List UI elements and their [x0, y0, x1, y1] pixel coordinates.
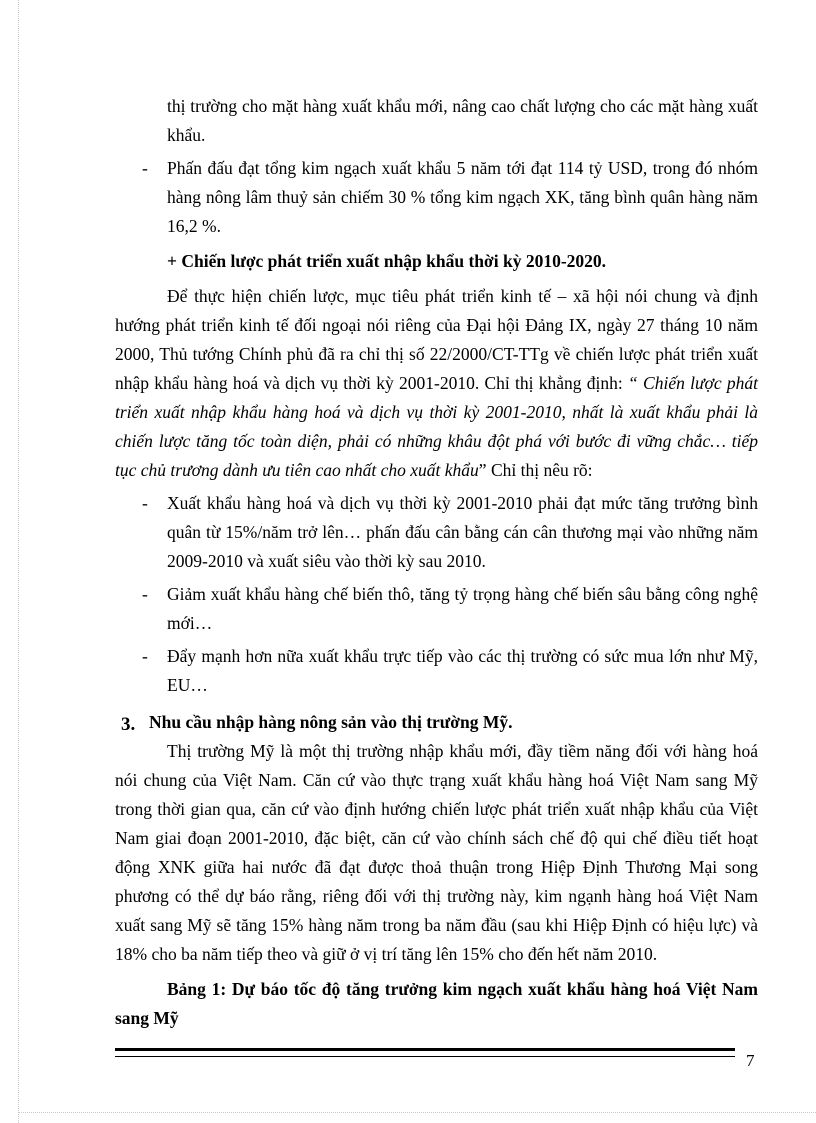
bullet-text: Phấn đấu đạt tổng kim ngạch xuất khẩu 5 năm tới đạt 114 tỷ USD, trong đó nhóm hàng nông lâm thuỷ sản chiếm 30 % tổng kim ngạch XK, tăng bình quân hàng năm 16,2 %. [167, 158, 758, 236]
page-margin-guide-vertical [18, 0, 19, 1123]
section-heading-3 [115, 708, 758, 737]
bullet-dash: - [142, 584, 148, 604]
bullet-text: Xuất khẩu hàng hoá và dịch vụ thời kỳ 2001-2010 phải đạt mức tăng trưởng bình quân từ 15%/năm trở lên… phấn đấu cân bằng cán cân thương mại vào những năm 2009-2010 và xuất siêu vào thời kỳ sau 2010. [167, 493, 758, 571]
bullet-item-growth [115, 489, 758, 576]
paragraph-continuation: thị trường cho mặt hàng xuất khẩu mới, nâng cao chất lượng cho các mặt hàng xuất khẩu. [167, 96, 758, 145]
directive-quote: “ Chiến lược phát triển xuất nhập khẩu hàng hoá và dịch vụ thời kỳ 2001-2010, nhất là xuất khẩu phải là chiến lược tăng tốc toàn diện, phải có những khâu đột phá với bước đi vững chắc… tiếp tục chủ trương dành ưu tiên cao nhất cho xuất khẩu [115, 373, 758, 480]
subheading-strategy: + Chiến lược phát triển xuất nhập khẩu thời kỳ 2010-2020. [167, 251, 607, 271]
bullet-text: Đẩy mạnh hơn nữa xuất khẩu trực tiếp vào các thị trường có sức mua lớn như Mỹ, EU… [167, 646, 758, 695]
directive-tail: ” Chỉ thị nêu rõ: [478, 460, 593, 480]
directive-text: Để thực hiện chiến lược, mục tiêu phát triển kinh tế – xã hội nói chung và định hướng phát triển kinh tế đối ngoại nói riêng của Đại hội Đảng IX, ngày 27 tháng 10 năm 2000, Thủ tướng Chính phủ đã ra chỉ thị số 22/2000/CT-TTg về chiến lược phát triển xuất nhập khẩu hàng hoá và dịch vụ thời kỳ 2001-2010. Chỉ thị khẳng định: [115, 286, 758, 393]
bullet-item-export-target [115, 154, 758, 241]
page-number: 7 [746, 1051, 755, 1070]
section-number: 3. [121, 714, 136, 735]
table-caption: Bảng 1: Dự báo tốc độ tăng trưởng kim ngạch xuất khẩu hàng hoá Việt Nam sang Mỹ [115, 979, 758, 1028]
bullet-dash: - [142, 493, 148, 513]
page-margin-guide-horizontal [18, 1112, 816, 1113]
paragraph-directive [115, 282, 758, 485]
document-body [115, 92, 758, 1033]
footer-rule [115, 1048, 735, 1057]
bullet-dash: - [142, 646, 148, 666]
paragraph-us-market: Thị trường Mỹ là một thị trường nhập khẩu mới, đầy tiềm năng đối với hàng hoá nói chung của Việt Nam. Căn cứ vào thực trạng xuất khẩu hàng hoá Việt Nam sang Mỹ trong thời gian qua, căn cứ vào định hướng chiến lược phát triển xuất nhập khẩu của Việt Nam giai đoạn 2001-2010, đặc biệt, căn cứ vào chính sách chế độ qui chế điều tiết hoạt động XNK giữa hai nước đã đạt được thoả thuận trong Hiệp Định Thương Mại song phương có thể dự báo rằng, riêng đối với thị trường này, kim ngạnh hàng hoá Việt Nam xuất sang Mỹ sẽ tăng 15% hàng năm trong ba năm đầu (sau khi Hiệp Định có hiệu lực) và 18% cho ba năm tiếp theo và giữ ở vị trí tăng lên 15% cho đến hết năm 2010. [115, 741, 758, 964]
bullet-item-processing [115, 580, 758, 638]
section-title: Nhu cầu nhập hàng nông sản vào thị trường Mỹ. [149, 712, 513, 732]
bullet-dash: - [142, 158, 148, 178]
bullet-item-direct-export [115, 642, 758, 700]
bullet-text: Giảm xuất khẩu hàng chế biến thô, tăng tỷ trọng hàng chế biến sâu bằng công nghệ mới… [167, 584, 758, 633]
